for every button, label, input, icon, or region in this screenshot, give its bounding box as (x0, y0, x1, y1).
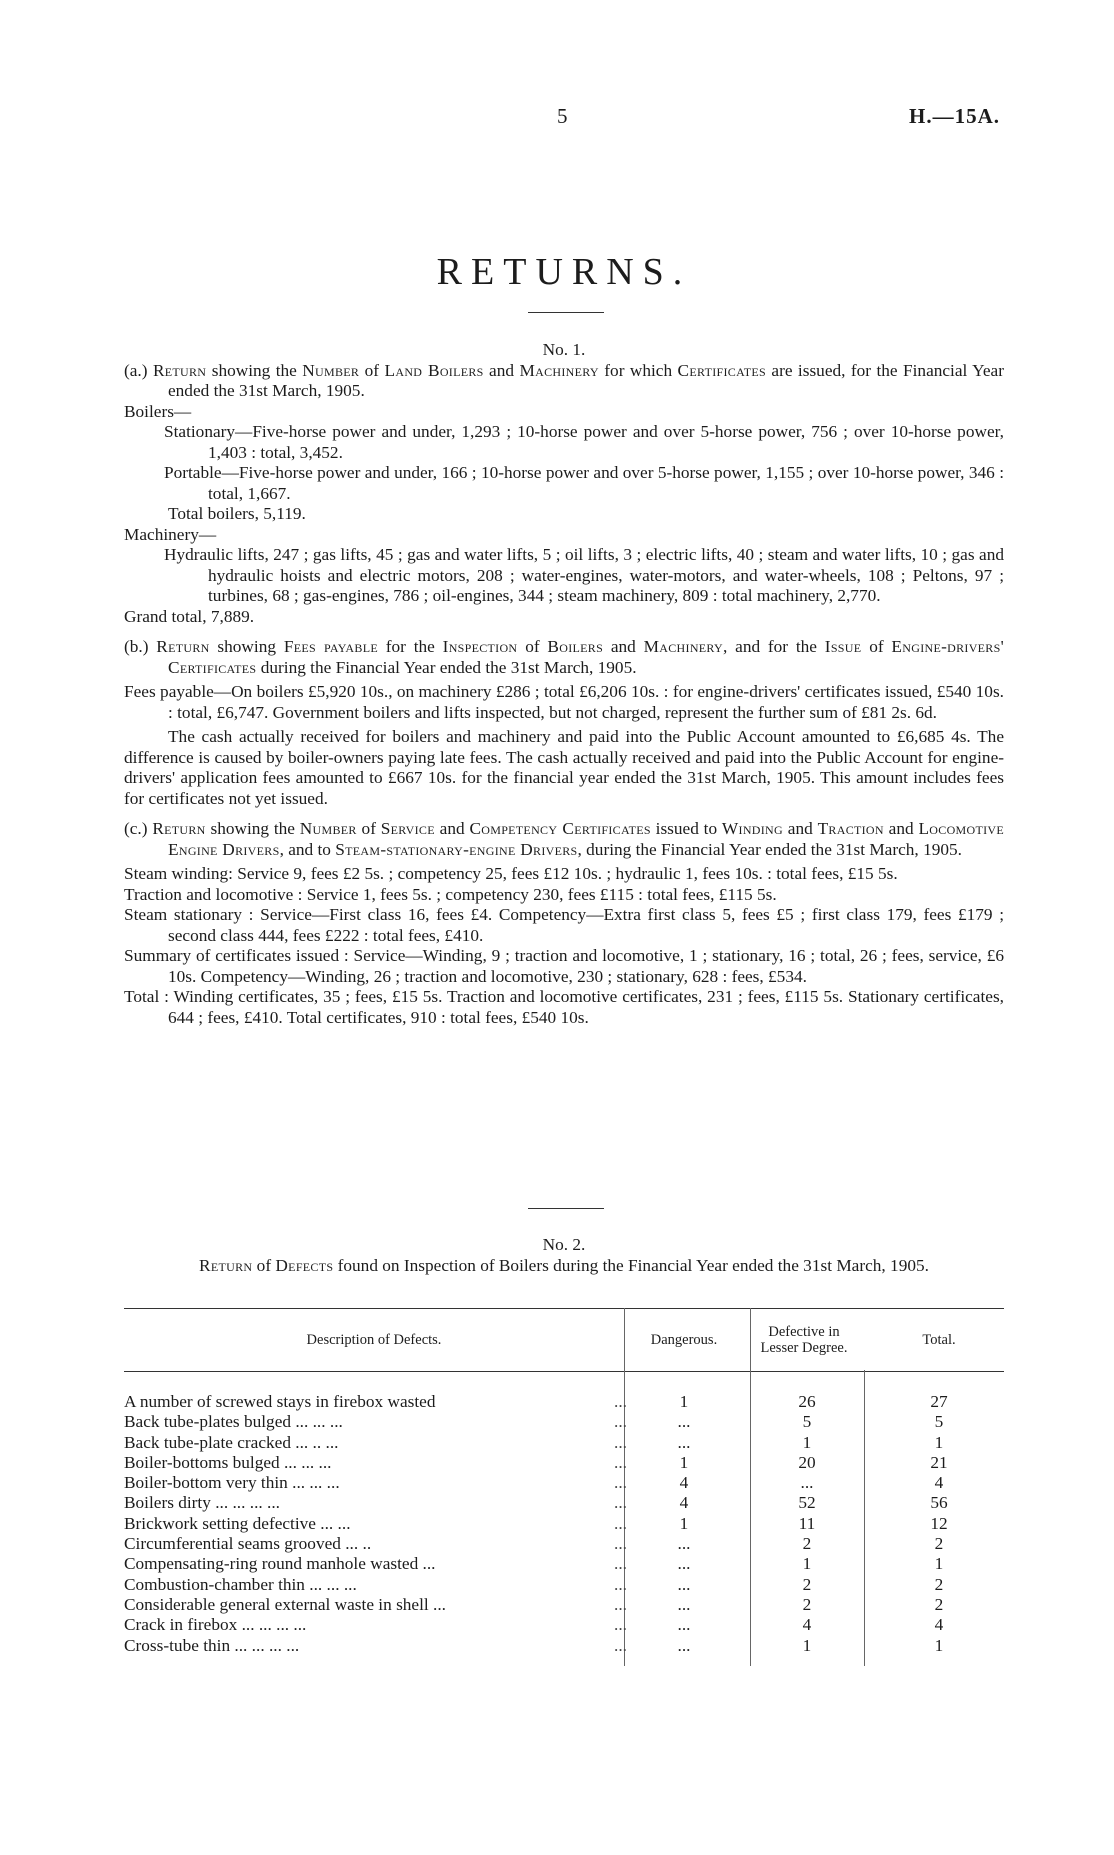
dangerous-value: ... (677, 1635, 691, 1655)
defect-description: Boilers dirty ... ... ... ... (124, 1493, 281, 1513)
leader-dots: ... (614, 1594, 627, 1614)
table-row (124, 1453, 1004, 1473)
total-value: 2 (934, 1574, 944, 1594)
dangerous-value: ... (677, 1412, 691, 1432)
defect-description: Boiler-bottom very thin ... ... ... (124, 1473, 340, 1493)
dangerous-value: 1 (679, 1452, 689, 1472)
leader-dots: ... (614, 1534, 627, 1554)
document-reference: H.—15A. (909, 104, 1000, 128)
dangerous-value: ... (677, 1574, 691, 1594)
portable-boilers: Portable—Five-horse power and under, 166 ; 10-horse power and over 5-horse power, 1,155 ; over 10-horse power, 346 : total, 1,667. (164, 463, 1004, 503)
table-row (124, 1534, 1004, 1554)
defects-table-body (124, 1392, 1004, 1656)
certificates-summary: Summary of certificates issued : Service—Winding, 9 ; traction and locomotive, 1 ; stationary, 16 ; total, 26 ; fees, service, £6 10s. Competency—Winding, 26 ; traction and locomotive, 230 ; stationary, 628 : fees, £534. (124, 946, 1004, 986)
dangerous-value: ... (677, 1432, 691, 1452)
lesser-degree-value: 2 (802, 1594, 812, 1614)
col-description: Description of Defects. (306, 1332, 442, 1348)
table-row (124, 1433, 1004, 1453)
machinery-list: Hydraulic lifts, 247 ; gas lifts, 45 ; gas and water lifts, 5 ; oil lifts, 3 ; electric lifts, 40 ; steam and water lifts, 10 ; gas and hydraulic hoists and electric motors, 208 ; water-engines, water-motors, and water-wheels, 108 ; Peltons, 97 ; turbines, 68 ; gas-engines, 786 ; oil-engines, 344 ; steam machinery, 809 : total machinery, 2,770. (164, 545, 1004, 605)
defect-description: Back tube-plate cracked ... .. ... (124, 1432, 339, 1452)
defect-description: Combustion-chamber thin ... ... ... (124, 1574, 357, 1594)
table-row (124, 1575, 1004, 1595)
dangerous-value: ... (677, 1615, 691, 1635)
leader-dots: ... (614, 1554, 627, 1574)
table-row (124, 1615, 1004, 1635)
lesser-degree-value: 11 (798, 1513, 816, 1533)
total-value: 1 (934, 1554, 944, 1574)
leader-dots: ... (614, 1574, 627, 1594)
lesser-degree-value: 5 (802, 1412, 812, 1432)
lesser-degree-value: 52 (798, 1493, 816, 1513)
return-a-heading: (a.) Return showing the Number of Land Boilers and Machinery for which Certificates are issued, for the Financial Year ended the 31st March, 1905. (124, 360, 1004, 400)
defect-description: Brickwork setting defective ... ... (124, 1513, 351, 1533)
return-a-label: (a.) (124, 360, 148, 380)
table-row (124, 1493, 1004, 1513)
lesser-degree-value: 1 (802, 1432, 812, 1452)
col-total: Total. (922, 1332, 956, 1348)
total-value: 1 (934, 1432, 944, 1452)
return-c-label: (c.) (124, 819, 148, 838)
defect-description: Back tube-plates bulged ... ... ... (124, 1412, 343, 1432)
lesser-degree-value: ... (800, 1473, 814, 1493)
table-row (124, 1636, 1004, 1656)
return-b-label: (b.) (124, 637, 149, 656)
leader-dots: ... (614, 1615, 627, 1635)
return-no1-section (124, 340, 1004, 1028)
total-value: 12 (930, 1513, 948, 1533)
lesser-degree-value: 2 (802, 1574, 812, 1594)
dangerous-value: 4 (679, 1493, 689, 1513)
leader-dots: ... (614, 1635, 627, 1655)
leader-dots: ... (614, 1452, 627, 1472)
dangerous-value: ... (677, 1554, 691, 1574)
section-rule (528, 1208, 604, 1209)
defects-caption: Return of Defects found on Inspection of Boilers during the Financial Year ended the 31st March, 1905. (199, 1255, 929, 1275)
defect-description: A number of screwed stays in firebox wasted (124, 1392, 436, 1411)
defect-description: Compensating-ring round manhole wasted ... (124, 1554, 436, 1574)
table-row (124, 1554, 1004, 1574)
dangerous-value: ... (677, 1534, 691, 1554)
table-row (124, 1473, 1004, 1493)
table-row (124, 1392, 1004, 1412)
page-number: 5 (557, 104, 568, 128)
total-boilers: Total boilers, 5,119. (168, 504, 306, 523)
lesser-degree-value: 26 (798, 1392, 816, 1411)
dangerous-value: 4 (679, 1473, 689, 1493)
leader-dots: ... (614, 1513, 627, 1533)
total-value: 2 (934, 1594, 944, 1614)
table-row (124, 1595, 1004, 1615)
total-value: 2 (934, 1534, 944, 1554)
leader-dots: ... (614, 1493, 627, 1513)
defect-description: Circumferential seams grooved ... .. (124, 1534, 372, 1554)
fees-payable: Fees payable—On boilers £5,920 10s., on machinery £286 ; total £6,206 10s. : for engine-drivers' certificates issued, £540 10s. : total, £6,747. Government boilers and lifts inspected, but not charged, represent the further sum of £81 2s. 6d. (124, 682, 1004, 722)
defect-description: Cross-tube thin ... ... ... ... (124, 1635, 300, 1655)
traction-locomotive: Traction and locomotive : Service 1, fees 5s. ; competency 230, fees £115 : total fees, £115 5s. (124, 884, 777, 904)
total-value: 27 (930, 1392, 948, 1411)
defect-description: Considerable general external waste in shell ... (124, 1594, 446, 1614)
total-value: 4 (934, 1615, 944, 1635)
defect-description: Crack in firebox ... ... ... ... (124, 1615, 307, 1635)
defects-table-header (124, 1308, 1004, 1372)
stationary-boilers: Stationary—Five-horse power and under, 1,293 ; 10-horse power and over 5-horse power, 756 ; over 10-horse power, 1,403 : total, 3,452. (164, 422, 1004, 462)
return-no2-section (124, 1235, 1004, 1276)
return-c-heading: (c.) Return showing the Number of Service and Competency Certificates issued to Winding and Traction and Locomotive Engine Drivers, and to Steam-stationary-engine Drivers, during the Financial Year ended the 31st March, 1905. (124, 819, 1004, 859)
table-row (124, 1412, 1004, 1432)
return-b-heading: (b.) Return showing Fees payable for the Inspection of Boilers and Machinery, and for the Issue of Engine-drivers' Certificates during the Financial Year ended the 31st March, 1905. (124, 637, 1004, 677)
leader-dots: ... (614, 1432, 627, 1452)
leader-dots: ... (614, 1412, 627, 1432)
table-row (124, 1514, 1004, 1534)
col-lesser-degree: Defective in Lesser Degree. (760, 1324, 848, 1356)
no1-heading: No. 1. (542, 340, 586, 359)
defects-table (124, 1308, 1004, 1656)
lesser-degree-value: 1 (802, 1635, 812, 1655)
cash-received: The cash actually received for boilers and machinery and paid into the Public Account amounted to £6,685 4s. The difference is caused by boiler-owners paying late fees. The cash actually received and paid into the Public Account for engine-drivers' application fees amounted to £667 10s. for the financial year ended the 31st March, 1905. This amount includes fees for certificates not yet issued. (124, 727, 1004, 808)
dangerous-value: ... (677, 1594, 691, 1614)
lesser-degree-value: 20 (798, 1452, 816, 1472)
grand-total: Grand total, 7,889. (124, 606, 255, 626)
total-value: 1 (934, 1635, 944, 1655)
total-value: 4 (934, 1473, 944, 1493)
total-value: 21 (930, 1452, 948, 1472)
total-value: 5 (934, 1412, 944, 1432)
leader-dots: ... (614, 1473, 627, 1493)
defect-description: Boiler-bottoms bulged ... ... ... (124, 1452, 332, 1472)
lesser-degree-value: 1 (802, 1554, 812, 1574)
lesser-degree-value: 4 (802, 1615, 812, 1635)
leader-dots: ... (614, 1392, 627, 1411)
title-rule (528, 312, 604, 313)
machinery-heading: Machinery— (124, 524, 217, 544)
col-dangerous: Dangerous. (650, 1332, 718, 1348)
certificates-total: Total : Winding certificates, 35 ; fees, £15 5s. Traction and locomotive certificates, 231 ; fees, £115 5s. Stationary certificates, 644 ; fees, £410. Total certificates, 910 : total fees, £540 10s. (124, 987, 1004, 1027)
dangerous-value: 1 (679, 1513, 689, 1533)
dangerous-value: 1 (679, 1392, 689, 1411)
no2-heading: No. 2. (542, 1235, 586, 1254)
steam-winding: Steam winding: Service 9, fees £2 5s. ; competency 25, fees £12 10s. ; hydraulic 1, fees 10s. : total fees, £15 5s. (124, 864, 898, 883)
steam-stationary: Steam stationary : Service—First class 16, fees £4. Competency—Extra first class 5, fees £5 ; first class 179, fees £179 ; second class 444, fees £222 : total fees, £410. (124, 905, 1004, 945)
total-value: 56 (930, 1493, 948, 1513)
page-title: RETURNS. (436, 251, 692, 293)
boilers-heading: Boilers— (124, 401, 192, 421)
lesser-degree-value: 2 (802, 1534, 812, 1554)
